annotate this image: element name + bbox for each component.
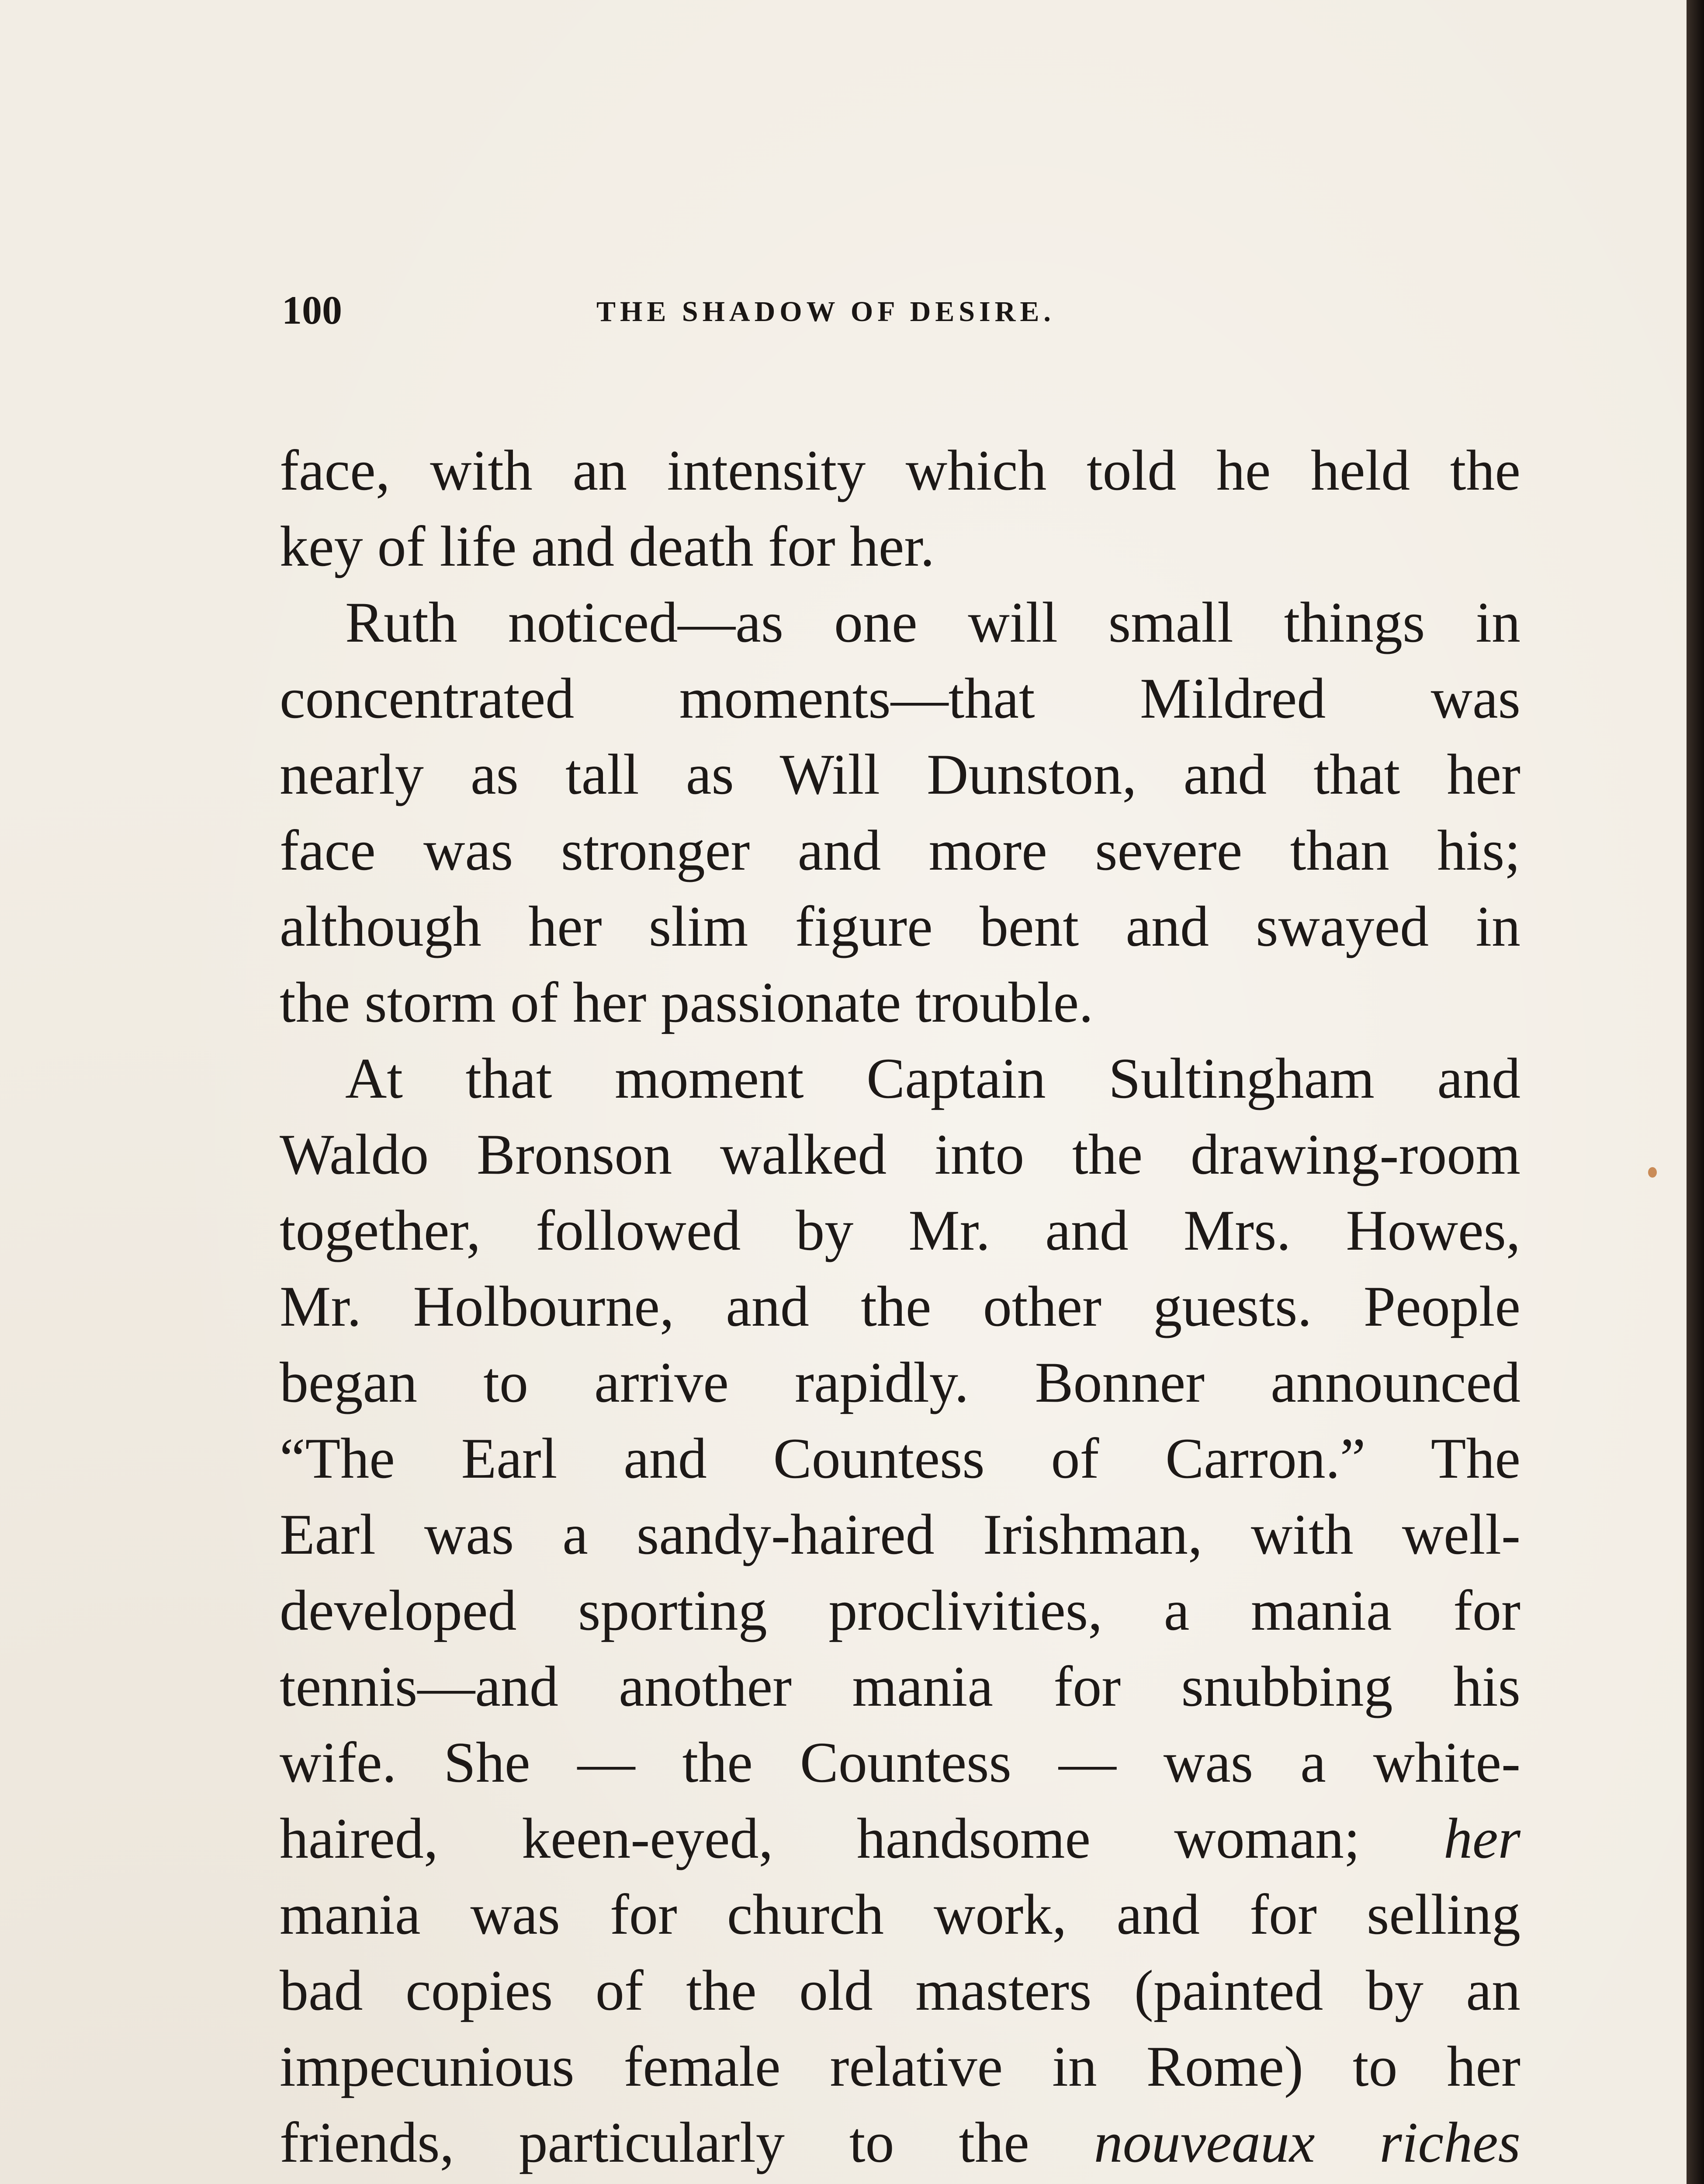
text-line: the storm of her passionate trouble. <box>280 970 1094 1034</box>
text-line: haired, keen-eyed, handsome woman; her <box>280 1806 1520 1870</box>
paper-speck <box>1648 1167 1657 1178</box>
text-line: mania was for church work, and for selling <box>280 1882 1520 1946</box>
italic-word: her <box>1444 1806 1520 1870</box>
text-line: wife. She — the Countess — was a white- <box>280 1730 1520 1794</box>
text-line: face, with an intensity which told he held the <box>280 438 1520 502</box>
italic-phrase: nouveaux riches <box>1094 2110 1521 2174</box>
text-line <box>280 2181 1520 2184</box>
page-number: 100 <box>282 288 342 332</box>
scan-border <box>1687 0 1704 2184</box>
paragraph-start-line: At that moment Captain Sultingham and <box>345 1046 1520 1110</box>
text-line: “The Earl and Countess of Carron.” The <box>280 1426 1520 1490</box>
text-line: bad copies of the old masters (painted by an <box>280 1958 1520 2022</box>
text-line: face was stronger and more severe than his; <box>280 818 1520 882</box>
text-line: concentrated moments—that Mildred was <box>280 666 1520 730</box>
text-line: together, followed by Mr. and Mrs. Howes, <box>280 1198 1520 1262</box>
text-line: friends, particularly to the nouveaux riches <box>280 2110 1521 2174</box>
text-line: Mr. Holbourne, and the other guests. People <box>280 1274 1520 1338</box>
text-line: nearly as tall as Will Dunston, and that her <box>280 742 1520 806</box>
running-head <box>282 286 1217 334</box>
body-text <box>280 432 1520 2184</box>
text-line: Earl was a sandy-haired Irishman, with well- <box>280 1502 1520 1566</box>
text-line: tennis—and another mania for snubbing his <box>280 1654 1520 1718</box>
text-line: impecunious female relative in Rome) to her <box>280 2034 1520 2098</box>
text-line: developed sporting proclivities, a mania for <box>280 1578 1520 1642</box>
text-line: although her slim figure bent and swayed in <box>280 894 1520 958</box>
text-line: key of life and death for her. <box>280 514 935 578</box>
text-line: Waldo Bronson walked into the drawing-room <box>280 1122 1520 1186</box>
text-line: began to arrive rapidly. Bonner announced <box>280 1350 1520 1414</box>
running-title: THE SHADOW OF DESIRE. <box>596 296 1055 328</box>
paragraph-start-line: Ruth noticed—as one will small things in <box>345 590 1520 654</box>
